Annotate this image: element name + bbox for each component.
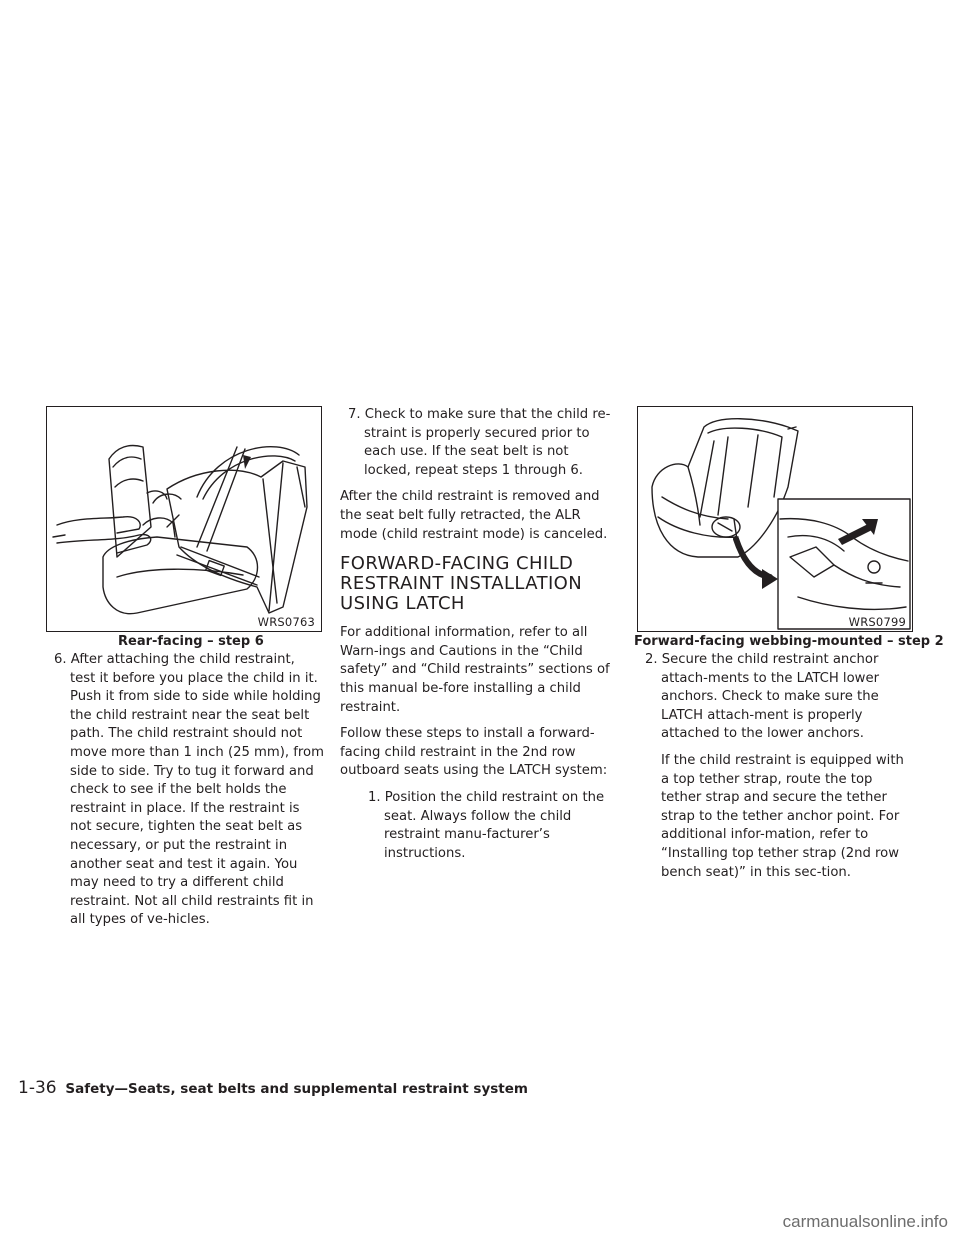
step-text: After attaching the child restraint, test it before you place the child in it. Push it from side to side while holding the child restraint near the seat belt path. The child restraint should not move more than 1 inch (25 mm), from side to side. Try to tug it forward and check to see if the belt holds the restraint in place. If the restraint is not secure, tighten the seat belt as necessary, or put the restraint in another seat and test it again. You may need to try a different child restraint. Not all child restraints fit in all types of ve-hicles. [70,652,324,928]
step-1 [340,789,618,863]
step-number: 7. [348,407,361,422]
paragraph-follow-steps: Follow these steps to install a forward-facing child restraint in the 2nd row outboard seats using the LATCH system: [340,726,608,779]
step-7 [340,406,618,480]
text-column-1 [46,651,324,938]
step-number: 6. [54,652,67,667]
section-heading: FORWARD-FACING CHILD RESTRAINT INSTALLATION USING LATCH [340,553,583,615]
figure-code: WRS0763 [257,615,315,629]
step-number: 2. [645,652,658,667]
step-number: 1. [368,789,381,805]
step-2 [637,651,915,744]
page-number: 1-36 [18,1078,57,1098]
step-text: Check to make sure that the child re-straint is properly secured prior to each use. If the seat belt is not locked, repeat steps 1 through 6. [364,407,611,478]
figure-caption: Rear-facing – step 6 [118,634,264,649]
figure-code: WRS0799 [848,615,906,629]
step-text: Secure the child restraint anchor attach-ments to the LATCH lower anchors. Check to make sure the LATCH attach-ment is properly attached to the lower anchors. [661,652,879,742]
rear-facing-child-seat-illustration [47,407,321,631]
figure-forward-facing [637,406,913,632]
step-text: Position the child restraint on the seat. Always follow the child restraint manu-facturer’s instructions. [384,789,605,861]
step-2-tether-info: If the child restraint is equipped with a top tether strap, route the top tether strap and secure the tether strap to the tether anchor point. For additional infor-mation, refer to “Installing top tether strap (2nd row bench seat)” in this sec-tion. [661,752,904,880]
figure-rear-facing [46,406,322,632]
text-column-2 [340,406,618,871]
watermark: carmanualsonline.info [782,1212,948,1231]
paragraph-additional-info: For additional information, refer to all Warn-ings and Cautions in the “Child safety” and “Child restraints” sections of this manual be-fore installing a child restraint. [340,625,610,715]
forward-facing-child-seat-illustration [638,407,912,631]
step-6 [46,651,324,930]
page-footer [18,1078,528,1098]
figure-caption: Forward-facing webbing-mounted – step 2 [634,634,944,649]
text-column-3 [637,651,915,890]
paragraph-alr-mode: After the child restraint is removed and the seat belt fully retracted, the ALR mode (child restraint mode) is canceled. [340,489,608,542]
footer-section-title: Safety—Seats, seat belts and supplemental restraint system [65,1081,528,1097]
